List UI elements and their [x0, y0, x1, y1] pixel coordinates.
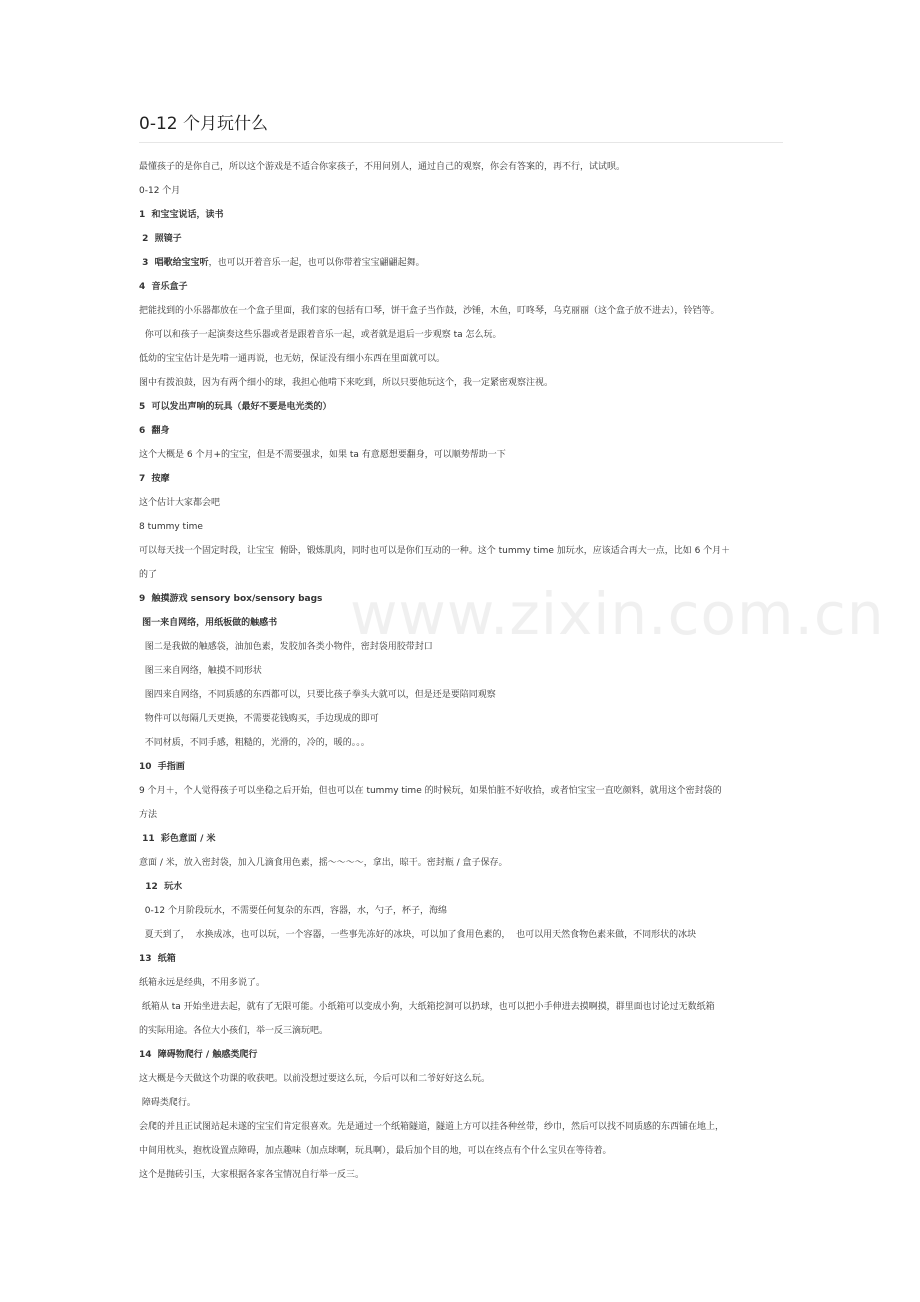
page-title: 0-12 个月玩什么: [139, 112, 783, 143]
paragraph-14c: 会爬的并且正试图站起未遂的宝宝们肯定很喜欢。先是通过一个纸箱隧道，隧道上方可以挂各种丝带，纱巾，然后可以找不同质感的东西铺在地上，: [139, 1122, 725, 1132]
paragraph-9-textures: 不同材质，不同手感，粗糙的，光滑的，冷的，暖的。。。: [139, 738, 370, 748]
heading-11-colored-pasta: 11 彩色意面 / 米: [139, 834, 216, 844]
paragraph-12b: 夏天到了， 水换成冰，也可以玩，一个容器，一些事先冻好的冰块，可以加了食用色素的， 也可以用天然食物色素来做，不同形状的冰块: [139, 930, 697, 940]
heading-8-tummy-time: 8 tummy time: [139, 522, 203, 532]
article-body: [139, 155, 783, 1187]
heading-4-music-box: 4 音乐盒子: [139, 282, 188, 292]
heading-3-sing: 3 唱歌给宝宝听: [139, 258, 209, 268]
paragraph-4c: 低幼的宝宝估计是先啃一通再说，也无妨，保证没有细小东西在里面就可以。: [139, 354, 446, 364]
document-page: [139, 112, 783, 1187]
paragraph-4a: 把能找到的小乐器都放在一个盒子里面，我们家的包括有口琴，饼干盒子当作鼓，沙锤，木鱼，叮咚琴，乌克丽丽（这个盒子放不进去），铃铛等。: [139, 306, 720, 316]
heading-14-crawl: 14 障碍物爬行 / 触感类爬行: [139, 1050, 258, 1060]
heading-7-massage: 7 按摩: [139, 474, 170, 484]
watermark: www.zixin.com.cn: [350, 580, 885, 648]
heading-10-finger-paint: 10 手指画: [139, 762, 185, 772]
paragraph-14e: 这个是抛砖引玉，大家根据各家各宝情况自行举一反三。: [139, 1170, 365, 1180]
paragraph-8b: 的了: [139, 570, 158, 580]
paragraph-9-img1: 图一来自网络，用纸板做的触感书: [139, 618, 278, 628]
paragraph-age-range: 0-12 个月: [139, 186, 181, 196]
paragraph-13c: 的实际用途。各位大小孩们，举一反三滴玩吧。: [139, 1026, 329, 1036]
heading-9-sensory: 9 触摸游戏 sensory box/sensory bags: [139, 594, 323, 604]
heading-1-talk-read: 1 和宝宝说话，读书: [139, 210, 224, 220]
paragraph-14a: 这大概是今天做这个功课的收获吧。以前没想过要这么玩，今后可以和二爷好好这么玩。: [139, 1074, 491, 1084]
paragraph-14d: 中间用枕头，抱枕设置点障碍，加点趣味（加点球啊，玩具啊），最后加个目的地，可以在终点有个什么宝贝在等待着。: [139, 1146, 612, 1156]
paragraph-9-items: 物件可以每隔几天更换，不需要花钱购买，手边现成的即可: [139, 714, 379, 724]
heading-12-water-play: 12 玩水: [139, 882, 183, 892]
heading-6-roll-over: 6 翻身: [139, 426, 170, 436]
paragraph-3-sing-text: ，也可以开着音乐一起，也可以你带着宝宝翩翩起舞。: [208, 258, 425, 268]
paragraph-13a: 纸箱永远是经典，不用多说了。: [139, 978, 266, 988]
paragraph-9-img2: 图二是我做的触感袋，油加色素，发胶加各类小物件，密封袋用胶带封口: [139, 642, 433, 652]
paragraph-3-sing: [139, 251, 783, 275]
paragraph-9-img4: 图四来自网络，不同质感的东西都可以，只要比孩子拳头大就可以，但是还是要陪同观察: [139, 690, 496, 700]
paragraph-13b: 纸箱从 ta 开始坐进去起，就有了无限可能。小纸箱可以变成小狗，大纸箱挖洞可以扔球，也可以把小手伸进去摸啊摸，群里面也讨论过无数纸箱: [139, 1002, 715, 1012]
heading-2-mirror: 2 照镜子: [139, 234, 182, 244]
paragraph-6: 这个大概是 6 个月+的宝宝，但是不需要强求，如果 ta 有意愿想要翻身，可以顺势帮助一下: [139, 450, 506, 460]
paragraph-7: 这个估计大家都会吧: [139, 498, 221, 508]
heading-13-boxes: 13 纸箱: [139, 954, 176, 964]
heading-5-sound-toys: 5 可以发出声响的玩具（最好不要是电光类的）: [139, 402, 332, 412]
paragraph-8a: 可以每天找一个固定时段，让宝宝 俯卧，锻炼肌肉，同时也可以是你们互动的一种。这个 tummy time 加玩水，应该适合再大一点，比如 6 个月＋: [139, 546, 731, 556]
paragraph-14b: 障碍类爬行。: [139, 1098, 196, 1108]
paragraph-intro: 最懂孩子的是你自己，所以这个游戏是不适合你家孩子，不用问别人，通过自己的观察，你会有答案的，再不行，试试呗。: [139, 162, 626, 172]
paragraph-12a: 0-12 个月阶段玩水，不需要任何复杂的东西，容器，水，勺子，杯子，海绵: [139, 906, 448, 916]
paragraph-4b: 你可以和孩子一起演奏这些乐器或者是跟着音乐一起，或者就是退后一步观察 ta 怎么玩。: [139, 330, 502, 340]
paragraph-10a: 9 个月＋，个人觉得孩子可以坐稳之后开始，但也可以在 tummy time 的时候玩，如果怕脏不好收拾，或者怕宝宝一直吃颜料，就用这个密封袋的: [139, 786, 722, 796]
paragraph-9-img3: 图三来自网络，触摸不同形状: [139, 666, 262, 676]
paragraph-4d: 图中有拨浪鼓，因为有两个细小的球，我担心他啃下来吃到，所以只要他玩这个，我一定紧密观察注视。: [139, 378, 554, 388]
paragraph-11: 意面 / 米，放入密封袋，加入几滴食用色素，摇～～～～，拿出，晾干。密封瓶 / 盒子保存。: [139, 858, 508, 868]
paragraph-10b: 方法: [139, 810, 158, 820]
